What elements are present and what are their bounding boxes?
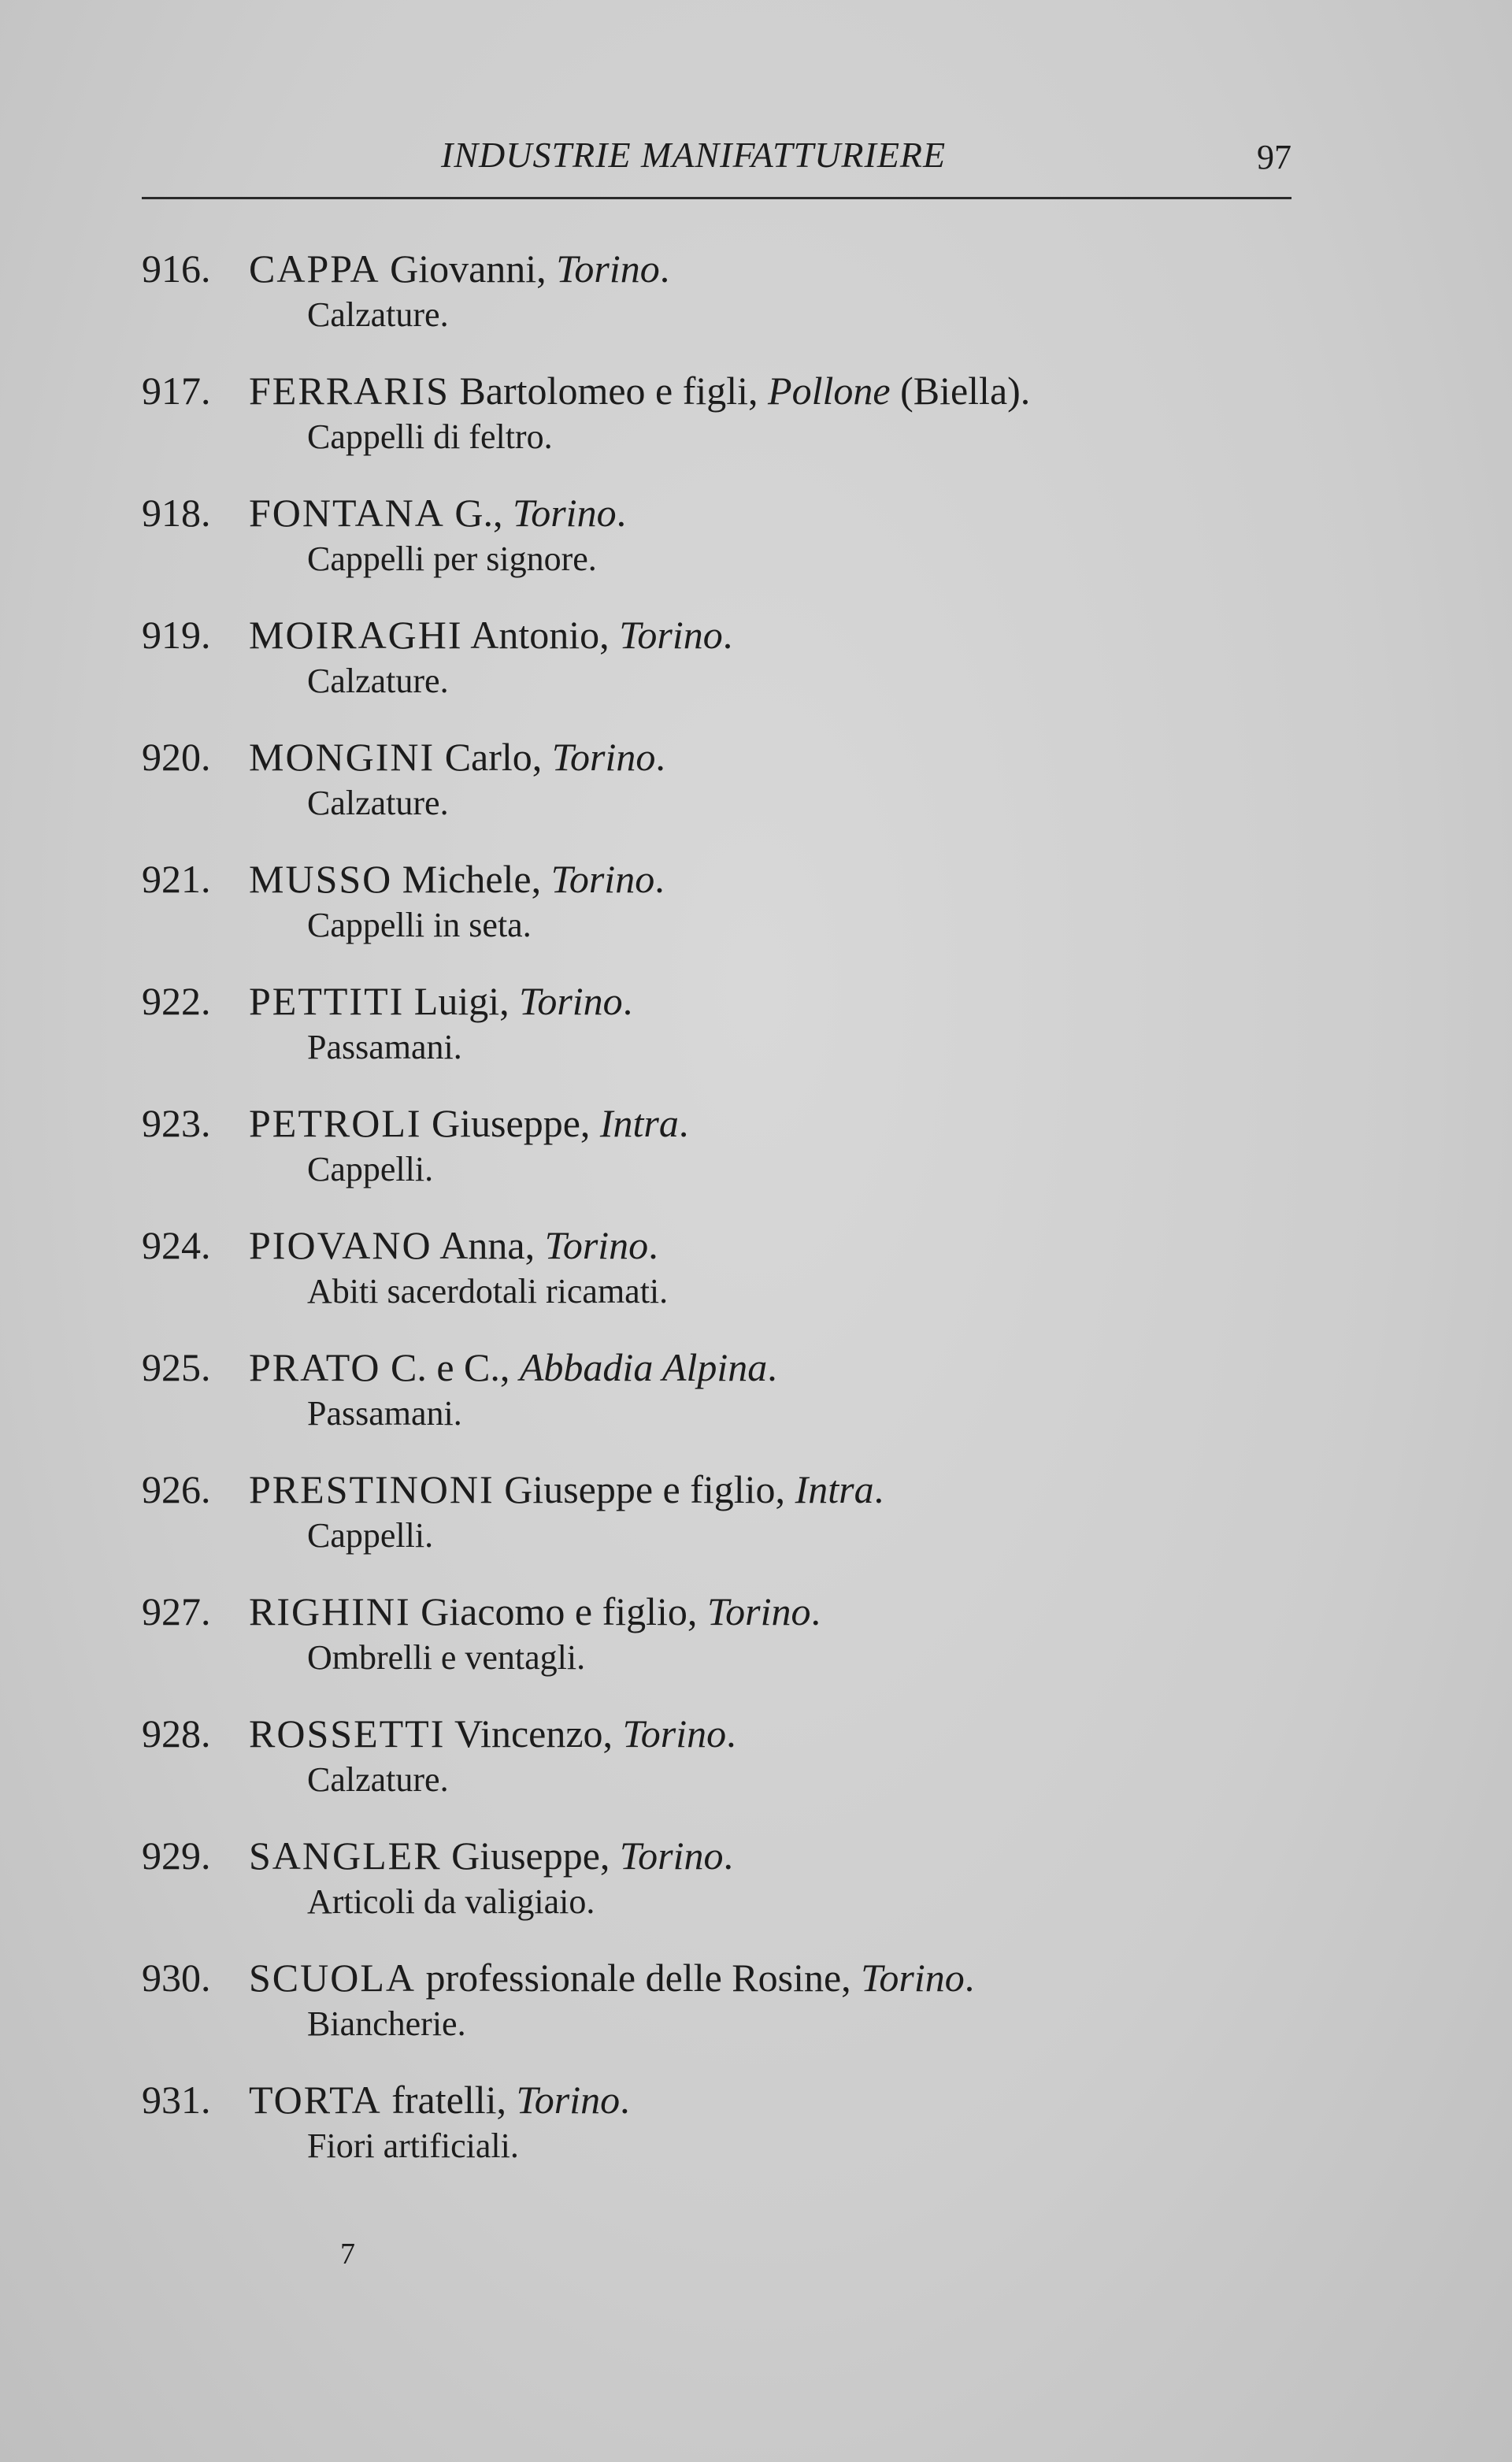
list-item — [142, 1465, 1323, 1587]
exhibitor-details: Giacomo e figlio, — [410, 1589, 707, 1633]
product-description: Cappelli in seta. — [307, 906, 532, 944]
exhibitor-name: PRESTINONI — [249, 1467, 495, 1511]
page-number: 97 — [1257, 138, 1292, 176]
entry-tail: . — [726, 1711, 736, 1756]
entry-tail: (Biella). — [890, 369, 1031, 413]
entry-number: 931. — [142, 2078, 211, 2122]
entry-tail: . — [810, 1589, 821, 1633]
exhibitor-details: Bartolomeo e figli, — [449, 369, 769, 413]
exhibitor-list — [142, 244, 1323, 2197]
exhibitor-details: C. e C., — [380, 1345, 520, 1389]
exhibitor-place: Torino — [544, 1223, 649, 1267]
list-item — [142, 977, 1323, 1099]
entry-tail: . — [648, 1223, 658, 1267]
exhibitor-place: Intra — [599, 1101, 679, 1145]
exhibitor-place: Abbadia Alpina — [519, 1345, 768, 1389]
exhibitor-place: Torino — [550, 857, 655, 901]
product-description: Calzature. — [307, 295, 449, 334]
exhibitor-place: Torino — [513, 491, 617, 535]
entry-heading — [249, 977, 632, 1025]
exhibitor-name: CAPPA — [249, 247, 380, 291]
list-item — [142, 1099, 1323, 1221]
entry-number: 922. — [142, 979, 211, 1023]
product-description: Biancherie. — [307, 2004, 466, 2043]
product-description: Abiti sacerdotali ricamati. — [307, 1272, 669, 1311]
list-item — [142, 2075, 1323, 2197]
entry-heading — [249, 1465, 884, 1514]
entry-heading — [249, 366, 1030, 415]
exhibitor-place: Torino — [622, 1711, 727, 1756]
entry-heading — [249, 2075, 630, 2124]
exhibitor-place: Intra — [795, 1467, 874, 1511]
entry-heading — [249, 1221, 658, 1270]
list-item — [142, 855, 1323, 977]
exhibitor-details: Antonio, — [462, 613, 620, 657]
entry-tail: . — [873, 1467, 884, 1511]
exhibitor-name: MONGINI — [249, 735, 435, 779]
product-description: Cappelli di feltro. — [307, 417, 553, 456]
entry-number: 927. — [142, 1589, 211, 1633]
list-item — [142, 1709, 1323, 1831]
exhibitor-details: Giuseppe, — [421, 1101, 600, 1145]
exhibitor-place: Pollone — [768, 369, 891, 413]
exhibitor-name: PIOVANO — [249, 1223, 432, 1267]
list-item — [142, 1221, 1323, 1343]
exhibitor-details: Michele, — [392, 857, 551, 901]
list-item — [142, 610, 1323, 732]
product-description: Passamani. — [307, 1028, 462, 1066]
exhibitor-details: Carlo, — [435, 735, 552, 779]
exhibitor-details: Luigi, — [404, 979, 520, 1023]
list-item — [142, 244, 1323, 366]
exhibitor-details: Giuseppe, — [441, 1834, 620, 1878]
exhibitor-name: SANGLER — [249, 1834, 442, 1878]
exhibitor-place: Torino — [619, 1834, 724, 1878]
exhibitor-name: RIGHINI — [249, 1589, 411, 1633]
exhibitor-details: Giovanni, — [380, 247, 557, 291]
product-description: Cappelli. — [307, 1516, 434, 1555]
entry-heading — [249, 1343, 777, 1392]
exhibitor-name: SCUOLA — [249, 1956, 417, 2000]
product-description: Calzature. — [307, 784, 449, 822]
entry-heading — [249, 1709, 736, 1758]
entry-heading — [249, 610, 732, 659]
exhibitor-place: Torino — [861, 1956, 965, 2000]
list-item — [142, 732, 1323, 855]
entry-tail: . — [659, 247, 670, 291]
entry-tail: . — [678, 1101, 689, 1145]
entry-number: 930. — [142, 1956, 211, 2000]
entry-number: 926. — [142, 1467, 211, 1511]
entry-heading — [249, 732, 665, 781]
entry-number: 917. — [142, 369, 211, 413]
list-item — [142, 366, 1323, 488]
signature-mark: 7 — [340, 2238, 355, 2271]
exhibitor-place: Torino — [551, 735, 656, 779]
entry-heading — [249, 244, 669, 293]
exhibitor-name: MUSSO — [249, 857, 393, 901]
entry-heading — [249, 1099, 688, 1148]
entry-tail: . — [620, 2078, 630, 2122]
product-description: Fiori artificiali. — [307, 2126, 519, 2165]
list-item — [142, 1831, 1323, 1953]
entry-tail: . — [616, 491, 627, 535]
entry-number: 923. — [142, 1101, 211, 1145]
exhibitor-place: Torino — [706, 1589, 811, 1633]
entry-number: 916. — [142, 247, 211, 291]
exhibitor-place: Torino — [519, 979, 623, 1023]
entry-tail: . — [723, 1834, 733, 1878]
header-rule — [142, 197, 1292, 199]
product-description: Calzature. — [307, 662, 449, 700]
list-item — [142, 1343, 1323, 1465]
product-description: Passamani. — [307, 1394, 462, 1433]
entry-tail: . — [722, 613, 733, 657]
entry-heading — [249, 488, 626, 537]
exhibitor-details: professionale delle Rosine, — [416, 1956, 862, 2000]
entry-number: 924. — [142, 1223, 211, 1267]
exhibitor-details: Giuseppe e figlio, — [494, 1467, 795, 1511]
exhibitor-name: FONTANA — [249, 491, 445, 535]
exhibitor-name: PETROLI — [249, 1101, 422, 1145]
product-description: Articoli da valigiaio. — [307, 1882, 595, 1921]
exhibitor-place: Torino — [619, 613, 723, 657]
entry-heading — [249, 1587, 821, 1636]
list-item — [142, 1953, 1323, 2075]
product-description: Cappelli per signore. — [307, 539, 597, 578]
entry-number: 929. — [142, 1834, 211, 1878]
page-header — [142, 126, 1292, 189]
list-item — [142, 488, 1323, 610]
entry-tail: . — [655, 735, 665, 779]
list-item — [142, 1587, 1323, 1709]
entry-heading — [249, 855, 665, 903]
entry-tail: . — [964, 1956, 975, 2000]
exhibitor-details: fratelli, — [381, 2078, 517, 2122]
entry-tail: . — [767, 1345, 777, 1389]
exhibitor-place: Torino — [556, 247, 660, 291]
exhibitor-name: FERRARIS — [249, 369, 450, 413]
entry-heading — [249, 1953, 974, 2002]
entry-tail: . — [622, 979, 633, 1023]
exhibitor-details: G., — [444, 491, 513, 535]
exhibitor-name: TORTA — [249, 2078, 382, 2122]
product-description: Calzature. — [307, 1760, 449, 1799]
exhibitor-place: Torino — [516, 2078, 621, 2122]
exhibitor-name: PRATO — [249, 1345, 381, 1389]
product-description: Ombrelli e ventagli. — [307, 1638, 586, 1677]
product-description: Cappelli. — [307, 1150, 434, 1188]
entry-tail: . — [654, 857, 665, 901]
exhibitor-name: ROSSETTI — [249, 1711, 446, 1756]
running-title: INDUSTRIE MANIFATTURIERE — [441, 135, 947, 175]
exhibitor-details: Vincenzo, — [445, 1711, 623, 1756]
entry-heading — [249, 1831, 733, 1880]
entry-number: 928. — [142, 1711, 211, 1756]
entry-number: 919. — [142, 613, 211, 657]
exhibitor-name: PETTITI — [249, 979, 405, 1023]
entry-number: 925. — [142, 1345, 211, 1389]
exhibitor-details: Anna, — [432, 1223, 545, 1267]
entry-number: 918. — [142, 491, 211, 535]
exhibitor-name: MOIRAGHI — [249, 613, 463, 657]
entry-number: 920. — [142, 735, 211, 779]
entry-number: 921. — [142, 857, 211, 901]
